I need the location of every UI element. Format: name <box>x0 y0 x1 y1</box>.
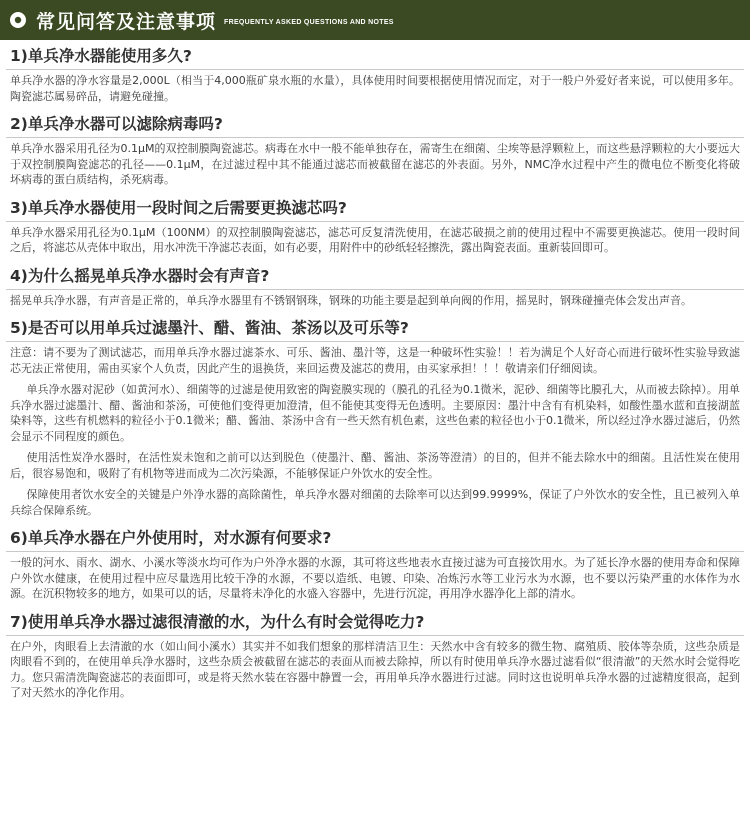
answer-paragraph: 保障使用者饮水安全的关键是户外净水器的高除菌性，单兵净水器对细菌的去除率可以达到99.9999%，保证了户外饮水的安全性，且已被列入单兵综合保障系统。 <box>10 488 740 517</box>
question-title: 1)单兵净水器能使用多久? <box>10 47 192 65</box>
answer-paragraph: 摇晃单兵净水器，有声音是正常的，单兵净水器里有不锈钢钢珠，钢珠的功能主要是起到单向阀的作用，摇晃时，钢珠碰撞壳体会发出声音。 <box>10 293 692 307</box>
page-header <box>0 0 750 40</box>
answer-paragraph: 单兵净水器对泥砂（如黄河水）、细菌等的过滤是使用致密的陶瓷膜实现的（膜孔的孔径为0.1微米，泥砂、细菌等比膜孔大，从而被去除掉）。用单兵净水器过滤墨汁、醋、酱油和茶汤，可使他们变得更加澄清，但不能使其变得无色透明。主要原因：墨汁中含有有机染料，如酸性墨水蓝和直接湖蓝染料等，这些有机燃料的粒径小于0.1微米；醋、酱油、茶汤中含有一些天然有机色素，这些色素的粒径也小于0.1微米，所以经过净水器过滤后，仍然会显示不同程度的颜色。 <box>10 383 740 443</box>
page-title: 常见问答及注意事项 <box>36 10 217 33</box>
divider <box>6 221 744 222</box>
faq-item-1 <box>0 46 750 104</box>
answer-paragraph: 注意：请不要为了测试滤芯，而用单兵净水器过滤茶水、可乐、酱油、墨汁等，这是一种破坏性实验！！若为满足个人好奇心而进行破坏性实验导致滤芯无法正常使用，需由买家个人负责，因此产生的退换货，来回运费及滤芯的费用，由买家承担！！！敬请亲们仔细阅读。 <box>10 346 740 375</box>
divider <box>6 341 744 342</box>
answer-paragraph: 一般的河水、雨水、湖水、小溪水等淡水均可作为户外净水器的水源，其可将这些地表水直接过滤为可直接饮用水。为了延长净水器的使用寿命和保障户外饮水健康，在使用过程中应尽量选用比较干净的水源，不要以造纸、电镀、印染、冶炼污水等工业污水为水源，也不要以污染严重的水体作为水源。在沉积物较多的地方，如果可以的话，尽量将未净化的水盛入容器中，先进行沉淀，再用净水器净化上部的清水。 <box>10 556 740 600</box>
answer-paragraph: 单兵净水器采用孔径为0.1μM的双控制膜陶瓷滤芯。病毒在水中一般不能单独存在，需寄生在细菌、尘埃等悬浮颗粒上，而这些悬浮颗粒的大小要远大于双控制膜陶瓷滤芯的孔径——0.1μM，在过滤过程中其不能通过滤芯而被截留在滤芯的外表面。另外，NMC净水过程中产生的微电位不断变化将破坏病毒的蛋白质结构，杀死病毒。 <box>10 142 740 186</box>
answer-paragraph: 在户外，肉眼看上去清澈的水（如山间小溪水）其实并不如我们想象的那样清洁卫生：天然水中含有较多的微生物、腐殖质、胶体等杂质，这些杂质是肉眼看不到的，在使用单兵净水器时，这些杂质会被截留在滤芯的表面从而被去除掉，所以有时使用单兵净水器过滤看似“很清澈”的天然水时会觉得吃力。您只需清洗陶瓷滤芯的表面即可，或是将天然水装在容器中静置一会，再用单兵净水器进行过滤。同时这也说明单兵净水器的过滤精度很高，起到了对天然水的净化作用。 <box>10 639 740 699</box>
question-title: 6)单兵净水器在户外使用时，对水源有何要求? <box>10 529 332 547</box>
faq-item-5 <box>0 318 750 518</box>
faq-item-6 <box>0 528 750 602</box>
question-title: 7)使用单兵净水器过滤很清澈的水，为什么有时会觉得吃力? <box>10 612 425 631</box>
question-title: 3)单兵净水器使用一段时间之后需要更换滤芯吗? <box>10 198 347 217</box>
divider <box>6 137 744 138</box>
divider <box>6 635 744 636</box>
answer-paragraph: 使用活性炭净水器时，在活性炭未饱和之前可以达到脱色（使墨汁、醋、酱油、茶汤等澄清）的目的，但并不能去除水中的细菌。且活性炭在使用后，很容易饱和，吸附了有机物等进而成为二次污染源，不能够保证户外饮水的安全性。 <box>10 451 740 480</box>
divider <box>6 289 744 290</box>
divider <box>6 69 744 70</box>
divider <box>6 551 744 552</box>
faq-item-3 <box>0 198 750 256</box>
question-title: 2)单兵净水器可以滤除病毒吗? <box>10 115 223 133</box>
faq-item-4 <box>0 266 750 309</box>
faq-item-7 <box>0 612 750 701</box>
circle-bullet-icon <box>6 8 30 32</box>
answer-paragraph: 单兵净水器的净水容量是2,000L（相当于4,000瓶矿泉水瓶的水量），具体使用时间要根据使用情况而定，对于一般户外爱好者来说，可以使用多年。陶瓷滤芯属易碎品，请避免碰撞。 <box>10 74 740 103</box>
faq-list <box>0 46 750 701</box>
faq-item-2 <box>0 114 750 188</box>
question-title: 4)为什么摇晃单兵净水器时会有声音? <box>10 266 270 285</box>
question-title: 5)是否可以用单兵过滤墨汁、醋、酱油、茶汤以及可乐等? <box>10 319 409 337</box>
page-subtitle: FREQUENTLY ASKED QUESTIONS AND NOTES <box>224 18 394 26</box>
answer-paragraph: 单兵净水器采用孔径为0.1μM（100NM）的双控制膜陶瓷滤芯，滤芯可反复清洗使用，在滤芯破损之前的使用过程中不需要更换滤芯。使用一段时间之后，将滤芯从壳体中取出，用水冲洗干净滤芯表面，如有必要，用附件中的砂纸轻轻擦洗，露出陶瓷表面。重新装回即可。 <box>10 225 740 254</box>
